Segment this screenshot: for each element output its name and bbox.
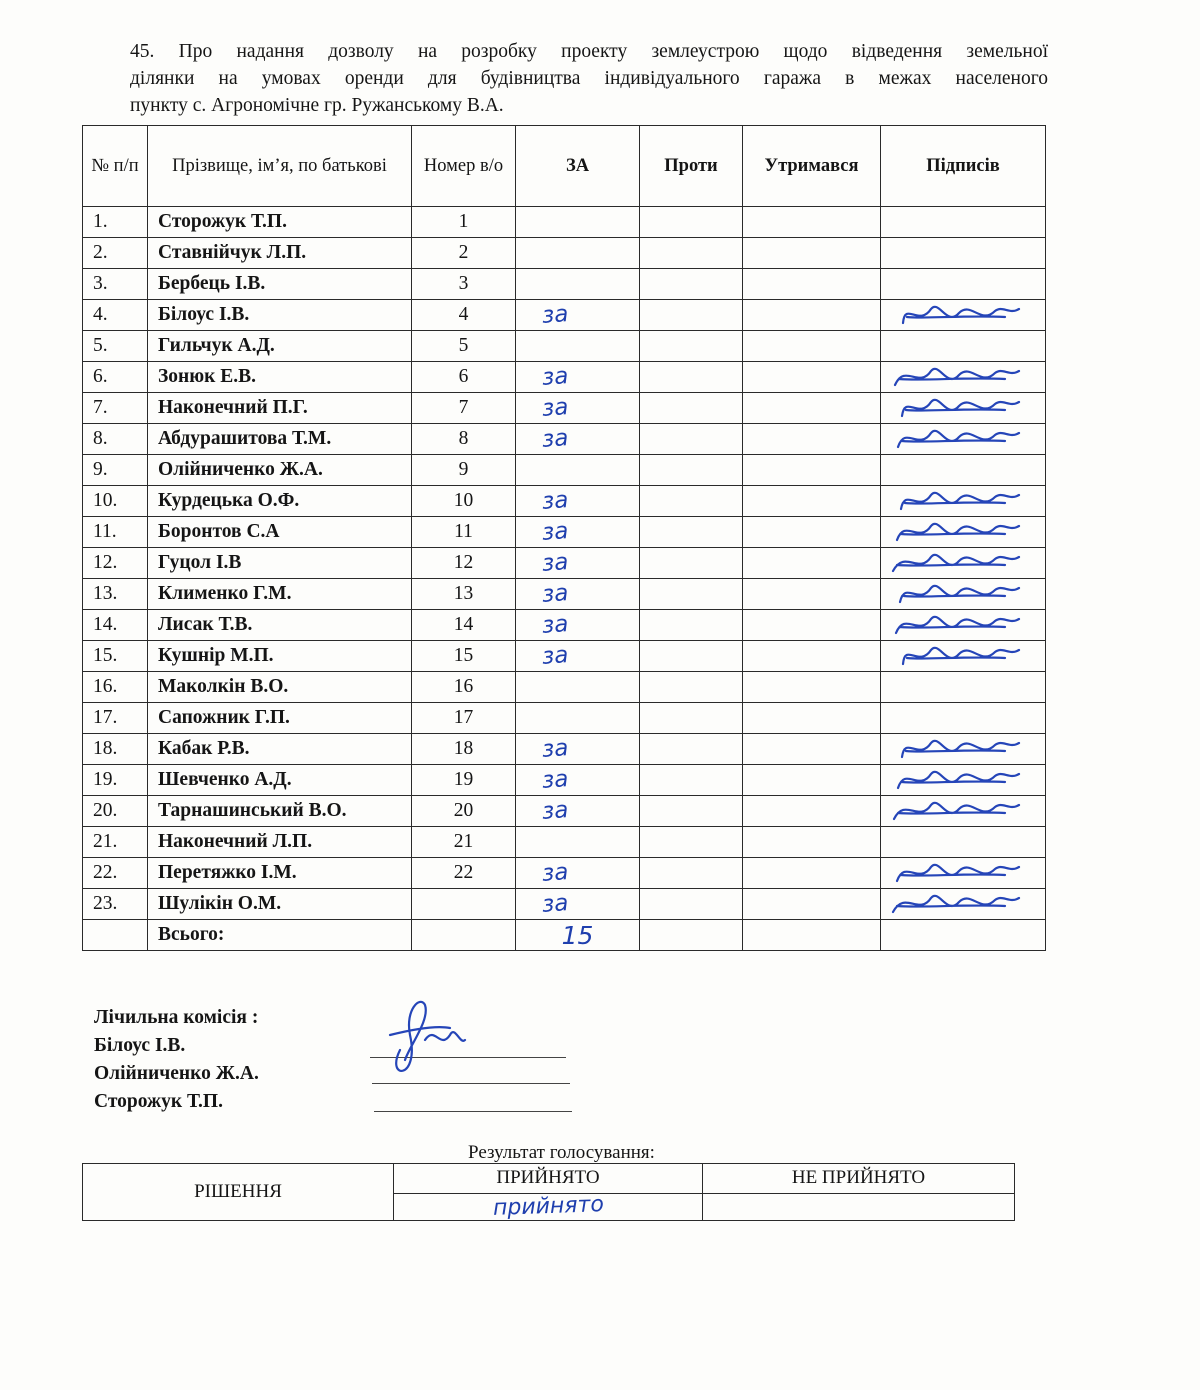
table-row — [83, 393, 1046, 424]
row-number: 8. — [83, 424, 148, 455]
member-signature — [885, 514, 1025, 550]
row-number: 21. — [83, 827, 148, 858]
row-vote-against — [640, 548, 743, 579]
row-number: 7. — [83, 393, 148, 424]
row-number: 10. — [83, 486, 148, 517]
row-name: Гильчук А.Д. — [148, 331, 412, 362]
row-district: 2 — [412, 238, 516, 269]
row-signature — [881, 517, 1046, 548]
row-vote-abstained — [743, 455, 881, 486]
row-number: 17. — [83, 703, 148, 734]
row-signature — [881, 424, 1046, 455]
table-row — [83, 765, 1046, 796]
row-vote-against — [640, 703, 743, 734]
row-signature — [881, 393, 1046, 424]
row-district: 6 — [412, 362, 516, 393]
row-district: 18 — [412, 734, 516, 765]
table-row — [83, 300, 1046, 331]
row-name: Абдурашитова Т.М. — [148, 424, 412, 455]
row-number: 23. — [83, 889, 148, 920]
vote-table — [82, 125, 1046, 951]
commission-member: Олійниченко Ж.А. — [94, 1063, 259, 1084]
total-for-cell — [516, 920, 640, 951]
row-vote-abstained — [743, 672, 881, 703]
row-vote-for — [516, 672, 640, 703]
table-header-row — [83, 126, 1046, 207]
row-signature — [881, 486, 1046, 517]
row-vote-abstained — [743, 362, 881, 393]
row-name: Олійниченко Ж.А. — [148, 455, 412, 486]
vote-for-handwritten: за — [541, 580, 570, 608]
row-signature — [881, 300, 1046, 331]
member-signature — [885, 421, 1025, 457]
row-district: 20 — [412, 796, 516, 827]
row-name: Бербець І.В. — [148, 269, 412, 300]
row-vote-against — [640, 796, 743, 827]
member-signature — [885, 638, 1025, 674]
row-signature — [881, 207, 1046, 238]
row-district: 17 — [412, 703, 516, 734]
counting-commission — [94, 1004, 259, 1116]
total-for-handwritten: 15 — [561, 920, 594, 950]
row-number: 20. — [83, 796, 148, 827]
row-vote-for — [516, 455, 640, 486]
table-row — [83, 610, 1046, 641]
row-name: Клименко Г.М. — [148, 579, 412, 610]
member-signature — [885, 855, 1025, 891]
row-vote-against — [640, 858, 743, 889]
table-row — [83, 207, 1046, 238]
row-vote-for — [516, 331, 640, 362]
header-signatures: Підписів — [881, 126, 1046, 207]
row-district — [412, 889, 516, 920]
row-vote-abstained — [743, 579, 881, 610]
row-signature — [881, 796, 1046, 827]
row-number: 1. — [83, 207, 148, 238]
row-vote-for — [516, 765, 640, 796]
row-signature — [881, 672, 1046, 703]
header-for: ЗА — [516, 126, 640, 207]
row-district: 13 — [412, 579, 516, 610]
row-name: Шевченко А.Д. — [148, 765, 412, 796]
table-row — [83, 362, 1046, 393]
table-row — [83, 331, 1046, 362]
row-vote-for — [516, 827, 640, 858]
row-vote-against — [640, 672, 743, 703]
accepted-label: ПРИЙНЯТО — [394, 1164, 703, 1194]
row-vote-against — [640, 362, 743, 393]
heading-line-1: 45. Про надання дозволу на розробку проекту землеустрою щодо відведення земельної — [130, 41, 1048, 62]
vote-for-handwritten: за — [541, 859, 570, 887]
row-vote-against — [640, 486, 743, 517]
row-number: 11. — [83, 517, 148, 548]
row-vote-abstained — [743, 424, 881, 455]
table-row — [83, 269, 1046, 300]
row-signature — [881, 703, 1046, 734]
row-district: 9 — [412, 455, 516, 486]
row-vote-abstained — [743, 641, 881, 672]
row-name: Тарнашинський В.О. — [148, 796, 412, 827]
agenda-item-heading — [130, 38, 1048, 119]
row-vote-abstained — [743, 827, 881, 858]
member-signature — [885, 576, 1025, 612]
commission-signature-line — [374, 1111, 572, 1112]
row-vote-against — [640, 424, 743, 455]
voting-result-title: Результат голосування: — [468, 1142, 655, 1163]
row-vote-against — [640, 393, 743, 424]
row-district: 15 — [412, 641, 516, 672]
row-name: Ставнійчук Л.П. — [148, 238, 412, 269]
row-number: 19. — [83, 765, 148, 796]
row-signature — [881, 765, 1046, 796]
table-row — [83, 548, 1046, 579]
header-against: Проти — [640, 126, 743, 207]
row-name: Лисак Т.В. — [148, 610, 412, 641]
header-name: Прізвище, ім’я, по батькові — [148, 126, 412, 207]
member-signature — [885, 297, 1025, 333]
row-district: 21 — [412, 827, 516, 858]
row-vote-against — [640, 238, 743, 269]
accepted-value — [394, 1193, 703, 1220]
row-vote-for — [516, 362, 640, 393]
row-district: 1 — [412, 207, 516, 238]
row-vote-against — [640, 517, 743, 548]
not-accepted-value — [703, 1193, 1015, 1220]
row-vote-for — [516, 548, 640, 579]
row-district: 5 — [412, 331, 516, 362]
row-number: 16. — [83, 672, 148, 703]
row-vote-abstained — [743, 300, 881, 331]
member-signature — [885, 886, 1025, 922]
row-vote-against — [640, 827, 743, 858]
row-vote-against — [640, 641, 743, 672]
row-number: 4. — [83, 300, 148, 331]
row-name: Кабак Р.В. — [148, 734, 412, 765]
total-abstained-cell — [743, 920, 881, 951]
row-signature — [881, 641, 1046, 672]
row-vote-abstained — [743, 517, 881, 548]
member-signature — [885, 483, 1025, 519]
row-vote-abstained — [743, 238, 881, 269]
table-row — [83, 734, 1046, 765]
row-name: Перетяжко І.М. — [148, 858, 412, 889]
row-name: Гуцол І.В — [148, 548, 412, 579]
vote-for-handwritten: за — [541, 394, 570, 422]
row-vote-for — [516, 734, 640, 765]
vote-for-handwritten: за — [541, 890, 570, 918]
row-number: 6. — [83, 362, 148, 393]
row-vote-for — [516, 889, 640, 920]
table-row — [83, 827, 1046, 858]
row-signature — [881, 889, 1046, 920]
table-row — [83, 703, 1046, 734]
row-vote-for — [516, 796, 640, 827]
row-signature — [881, 362, 1046, 393]
table-row — [83, 486, 1046, 517]
row-vote-for — [516, 641, 640, 672]
row-vote-abstained — [743, 889, 881, 920]
row-vote-abstained — [743, 610, 881, 641]
member-signature — [885, 359, 1025, 395]
total-against-cell — [640, 920, 743, 951]
commission-signature — [380, 990, 470, 1085]
vote-for-handwritten: за — [541, 797, 570, 825]
total-row — [83, 920, 1046, 951]
row-vote-against — [640, 331, 743, 362]
row-district: 19 — [412, 765, 516, 796]
heading-line-3: пункту с. Агрономічне гр. Ружанському В.А. — [130, 95, 504, 116]
row-vote-abstained — [743, 269, 881, 300]
accepted-handwritten: прийнято — [492, 1192, 604, 1222]
row-signature — [881, 858, 1046, 889]
row-vote-for — [516, 579, 640, 610]
row-vote-against — [640, 889, 743, 920]
row-number: 18. — [83, 734, 148, 765]
commission-signature-line — [370, 1057, 566, 1058]
vote-for-handwritten: за — [541, 518, 570, 546]
row-vote-against — [640, 765, 743, 796]
row-vote-against — [640, 455, 743, 486]
row-vote-abstained — [743, 734, 881, 765]
total-district-cell — [412, 920, 516, 951]
row-vote-against — [640, 610, 743, 641]
member-signature — [885, 731, 1025, 767]
row-vote-abstained — [743, 858, 881, 889]
row-signature — [881, 579, 1046, 610]
table-row — [83, 517, 1046, 548]
row-vote-for — [516, 207, 640, 238]
row-signature — [881, 269, 1046, 300]
member-signature — [885, 390, 1025, 426]
row-name: Шулікін О.М. — [148, 889, 412, 920]
row-vote-for — [516, 858, 640, 889]
commission-member: Сторожук Т.П. — [94, 1091, 223, 1112]
row-number: 15. — [83, 641, 148, 672]
row-vote-for — [516, 300, 640, 331]
row-vote-abstained — [743, 796, 881, 827]
decision-label: РІШЕННЯ — [83, 1164, 394, 1221]
row-name: Наконечний П.Г. — [148, 393, 412, 424]
table-row — [83, 889, 1046, 920]
row-district: 10 — [412, 486, 516, 517]
row-district: 22 — [412, 858, 516, 889]
row-name: Зонюк Е.В. — [148, 362, 412, 393]
row-signature — [881, 548, 1046, 579]
row-number: 13. — [83, 579, 148, 610]
not-accepted-label: НЕ ПРИЙНЯТО — [703, 1164, 1015, 1194]
table-row — [83, 238, 1046, 269]
total-signature-cell — [881, 920, 1046, 951]
member-signature — [885, 545, 1025, 581]
row-number: 5. — [83, 331, 148, 362]
row-number: 12. — [83, 548, 148, 579]
row-vote-against — [640, 269, 743, 300]
vote-for-handwritten: за — [541, 363, 570, 391]
row-name: Курдецька О.Ф. — [148, 486, 412, 517]
row-vote-for — [516, 424, 640, 455]
header-district: Номер в/о — [412, 126, 516, 207]
row-vote-for — [516, 610, 640, 641]
row-name: Маколкін В.О. — [148, 672, 412, 703]
vote-for-handwritten: за — [541, 642, 570, 670]
table-row — [83, 455, 1046, 486]
row-name: Білоус І.В. — [148, 300, 412, 331]
vote-for-handwritten: за — [541, 301, 570, 329]
row-number: 22. — [83, 858, 148, 889]
row-vote-abstained — [743, 331, 881, 362]
row-signature — [881, 331, 1046, 362]
table-row — [83, 579, 1046, 610]
result-table — [82, 1163, 1015, 1221]
row-name: Наконечний Л.П. — [148, 827, 412, 858]
row-signature — [881, 610, 1046, 641]
row-vote-against — [640, 300, 743, 331]
commission-title: Лічильна комісія : — [94, 1007, 259, 1028]
row-district: 12 — [412, 548, 516, 579]
row-vote-for — [516, 703, 640, 734]
vote-for-handwritten: за — [541, 766, 570, 794]
row-name: Сапожник Г.П. — [148, 703, 412, 734]
vote-for-handwritten: за — [541, 611, 570, 639]
commission-member: Білоус І.В. — [94, 1035, 186, 1056]
member-signature — [885, 793, 1025, 829]
row-vote-abstained — [743, 548, 881, 579]
row-district: 3 — [412, 269, 516, 300]
row-vote-abstained — [743, 765, 881, 796]
row-vote-for — [516, 238, 640, 269]
row-name: Сторожук Т.П. — [148, 207, 412, 238]
row-vote-against — [640, 734, 743, 765]
table-body — [83, 207, 1046, 920]
row-vote-for — [516, 269, 640, 300]
row-vote-abstained — [743, 486, 881, 517]
row-number: 9. — [83, 455, 148, 486]
row-district: 8 — [412, 424, 516, 455]
row-district: 16 — [412, 672, 516, 703]
member-signature — [885, 607, 1025, 643]
member-signature — [885, 762, 1025, 798]
row-name: Боронтов С.А — [148, 517, 412, 548]
row-district: 11 — [412, 517, 516, 548]
row-vote-abstained — [743, 207, 881, 238]
heading-line-2: ділянки на умовах оренди для будівництва індивідуального гаража в межах населеного — [130, 68, 1048, 89]
table-row — [83, 858, 1046, 889]
row-district: 7 — [412, 393, 516, 424]
row-signature — [881, 827, 1046, 858]
row-signature — [881, 734, 1046, 765]
vote-for-handwritten: за — [541, 735, 570, 763]
row-number: 3. — [83, 269, 148, 300]
total-num-cell — [83, 920, 148, 951]
row-signature — [881, 455, 1046, 486]
table-row — [83, 672, 1046, 703]
header-number: № п/п — [83, 126, 148, 207]
table-row — [83, 641, 1046, 672]
vote-for-handwritten: за — [541, 487, 570, 515]
row-number: 14. — [83, 610, 148, 641]
vote-for-handwritten: за — [541, 549, 570, 577]
row-vote-against — [640, 207, 743, 238]
row-vote-abstained — [743, 393, 881, 424]
header-abstained: Утримався — [743, 126, 881, 207]
table-row — [83, 424, 1046, 455]
vote-for-handwritten: за — [541, 425, 570, 453]
commission-signature-line — [372, 1083, 570, 1084]
total-label: Всього: — [148, 920, 412, 951]
row-name: Кушнір М.П. — [148, 641, 412, 672]
row-district: 14 — [412, 610, 516, 641]
row-vote-for — [516, 517, 640, 548]
row-signature — [881, 238, 1046, 269]
row-district: 4 — [412, 300, 516, 331]
row-number: 2. — [83, 238, 148, 269]
row-vote-for — [516, 393, 640, 424]
row-vote-against — [640, 579, 743, 610]
table-row — [83, 796, 1046, 827]
row-vote-for — [516, 486, 640, 517]
row-vote-abstained — [743, 703, 881, 734]
